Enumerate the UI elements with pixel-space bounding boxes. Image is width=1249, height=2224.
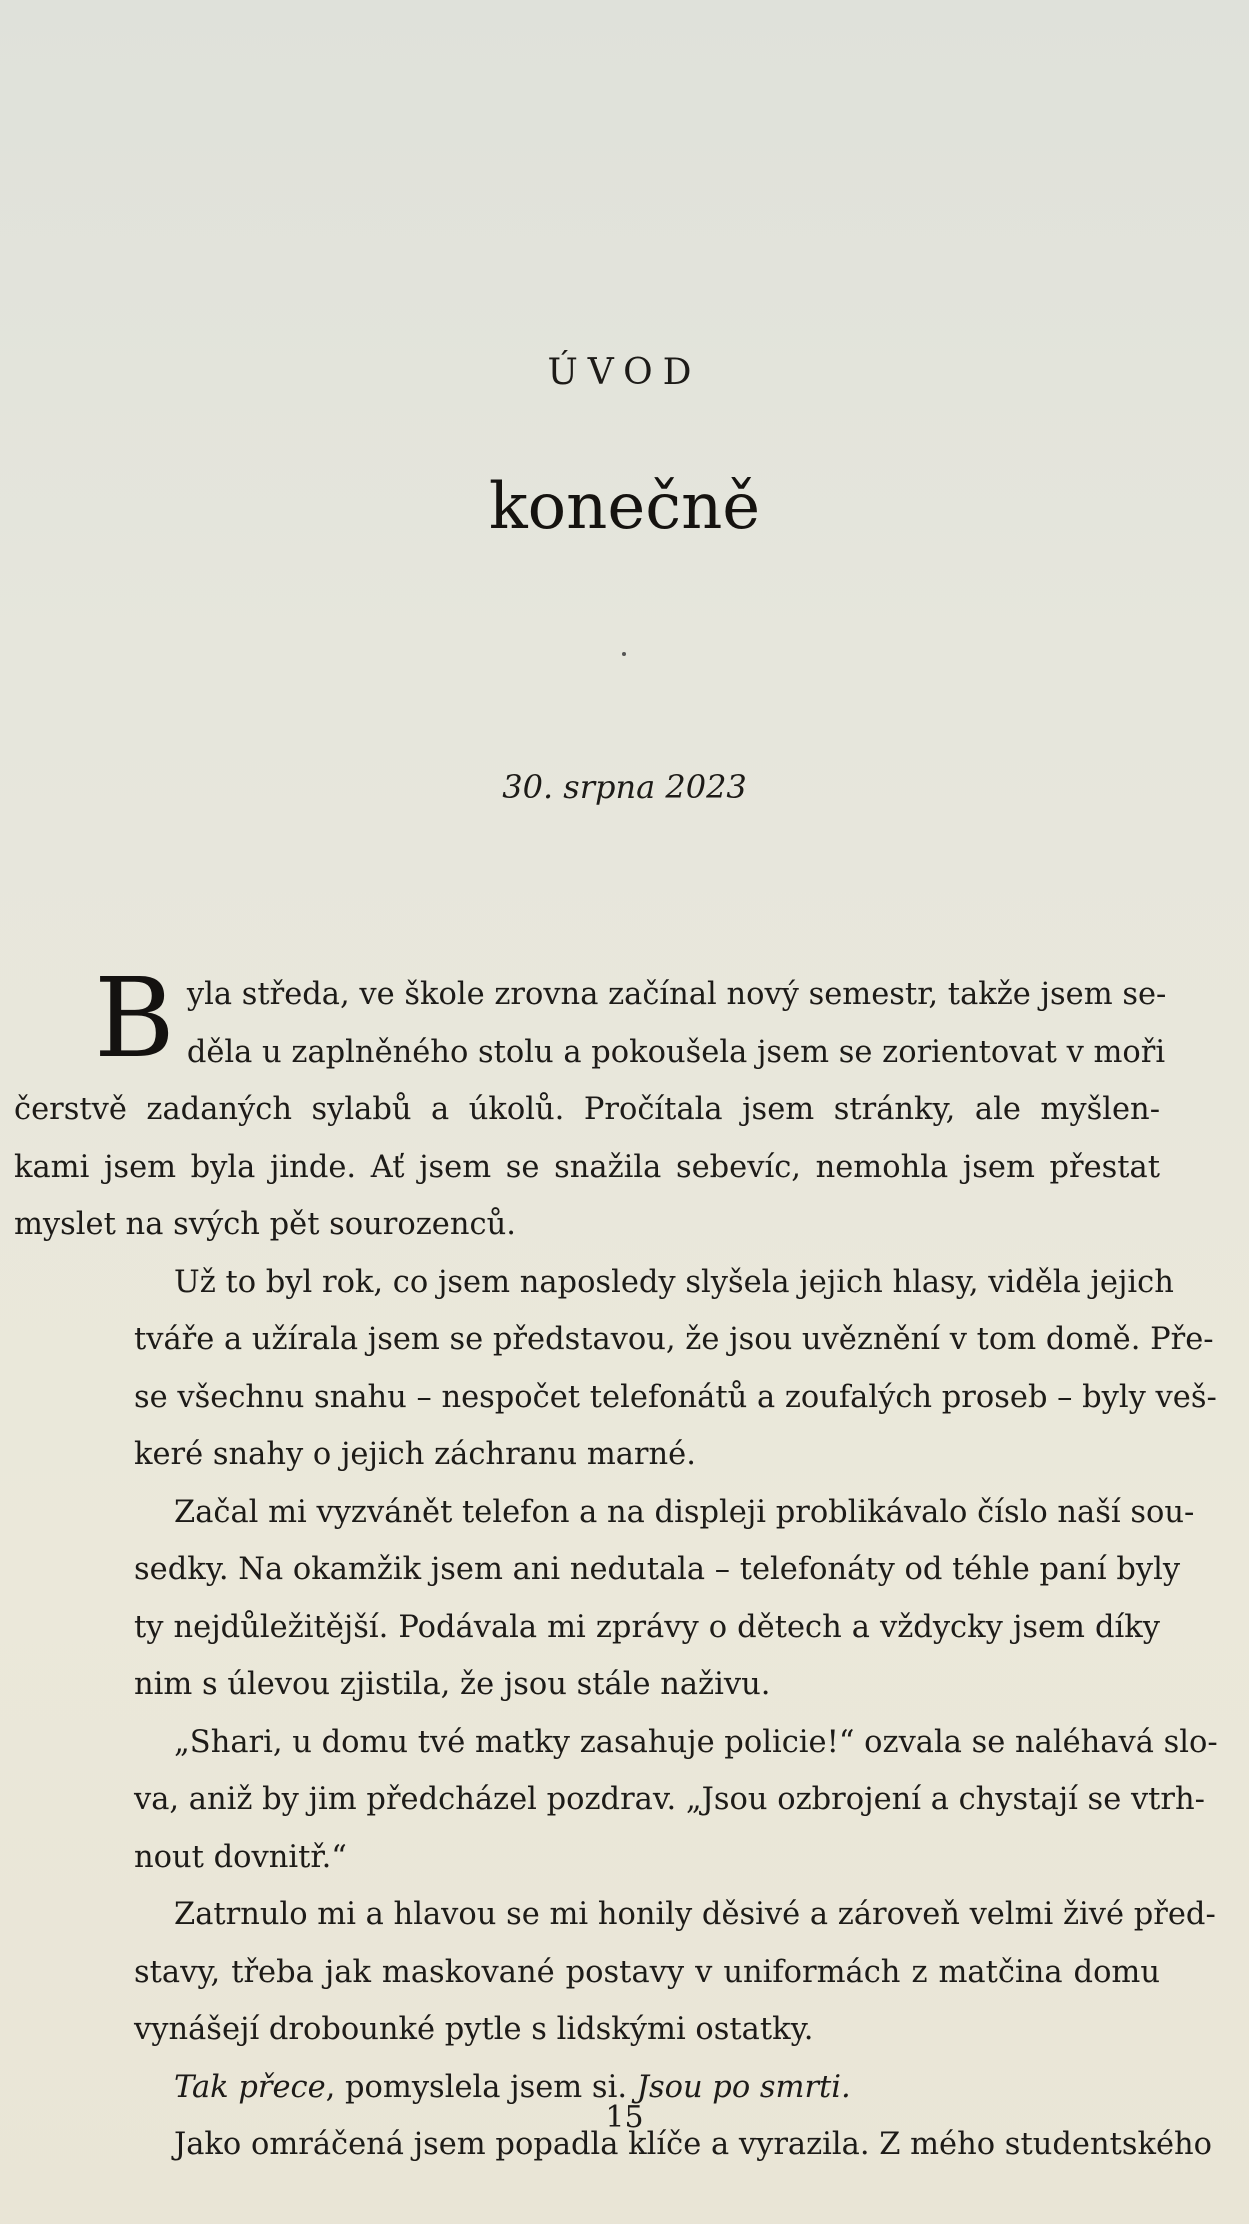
paragraph-3 — [94, 1484, 1195, 1714]
paragraph-4 — [94, 1714, 1218, 1887]
text-line: Už to byl rok, co jsem naposledy slyšela jejich hlasy, viděla jejich — [174, 1264, 1174, 1300]
plain-phrase: , pomyslela jsem si. — [325, 2069, 637, 2105]
text-line: se všechnu snahu – nespočet telefonátů a zoufalých proseb – byly veš- — [134, 1379, 1217, 1415]
text-line: yla středa, ve škole zrovna začínal nový semestr, takže jsem se- — [186, 977, 1167, 1012]
text-line: nout dovnitř.“ — [134, 1839, 347, 1875]
text-line: vynášejí drobounké pytle s lidskými ostatky. — [134, 2012, 814, 2047]
text-line: myslet na svých pět sourozenců. — [14, 1207, 516, 1242]
page-number: 15 — [605, 2100, 644, 2135]
text-line: tváře a užírala jsem se představou, že jsou uvěznění v tom domě. Pře- — [134, 1322, 1214, 1357]
chapter-title: konečně — [488, 470, 761, 544]
chapter-date: 30. srpna 2023 — [502, 768, 747, 806]
section-separator — [622, 652, 626, 656]
text-line: nim s úlevou zjistila, že jsou stále naživu. — [134, 1667, 771, 1702]
text-line: keré snahy o jejich záchranu marné. — [134, 1437, 696, 1472]
text-line: děla u zaplněného stolu a pokoušela jsem se zorientovat v moři — [186, 1034, 1166, 1070]
text-line: ty nejdůležitější. Podávala mi zprávy o dětech a vždycky jsem díky — [134, 1609, 1160, 1645]
text-line: sedky. Na okamžik jsem ani nedutala – telefonáty od téhle paní byly — [134, 1552, 1181, 1587]
italic-phrase: Tak přece — [174, 2069, 326, 2105]
paragraph-1 — [14, 954, 1167, 1254]
text-line: čerstvě zadaných sylabů a úkolů. Pročítala jsem stránky, ale myšlen- — [14, 1092, 1160, 1127]
text-line: stavy, třeba jak maskované postavy v uniformách z matčina domu — [134, 1954, 1160, 1990]
drop-cap: B — [94, 954, 175, 1082]
text-line: kami jsem byla jinde. Ať jsem se snažila sebevíc, nemohla jsem přestat — [14, 1149, 1160, 1185]
text-line: va, aniž by jim předcházel pozdrav. „Jsou ozbrojení a chystají se vtrh- — [134, 1782, 1205, 1817]
section-label: ÚVOD — [547, 352, 702, 393]
body-text — [14, 954, 1218, 2174]
text-line: Zatrnulo mi a hlavou se mi honily děsivé a zároveň velmi živé před- — [174, 1897, 1216, 1932]
text-line: „Shari, u domu tvé matky zasahuje policie!“ ozvala se naléhavá slo- — [174, 1724, 1218, 1760]
text-line: Jako omráčená jsem popadla klíče a vyrazila. Z mého studentského — [174, 2127, 1213, 2162]
paragraph-5 — [94, 1886, 1216, 2059]
text-line: Začal mi vyzvánět telefon a na displeji problikávalo číslo naší sou- — [174, 1494, 1195, 1530]
italic-phrase: Jsou po smrti. — [636, 2069, 851, 2105]
paragraph-2 — [94, 1254, 1217, 1484]
